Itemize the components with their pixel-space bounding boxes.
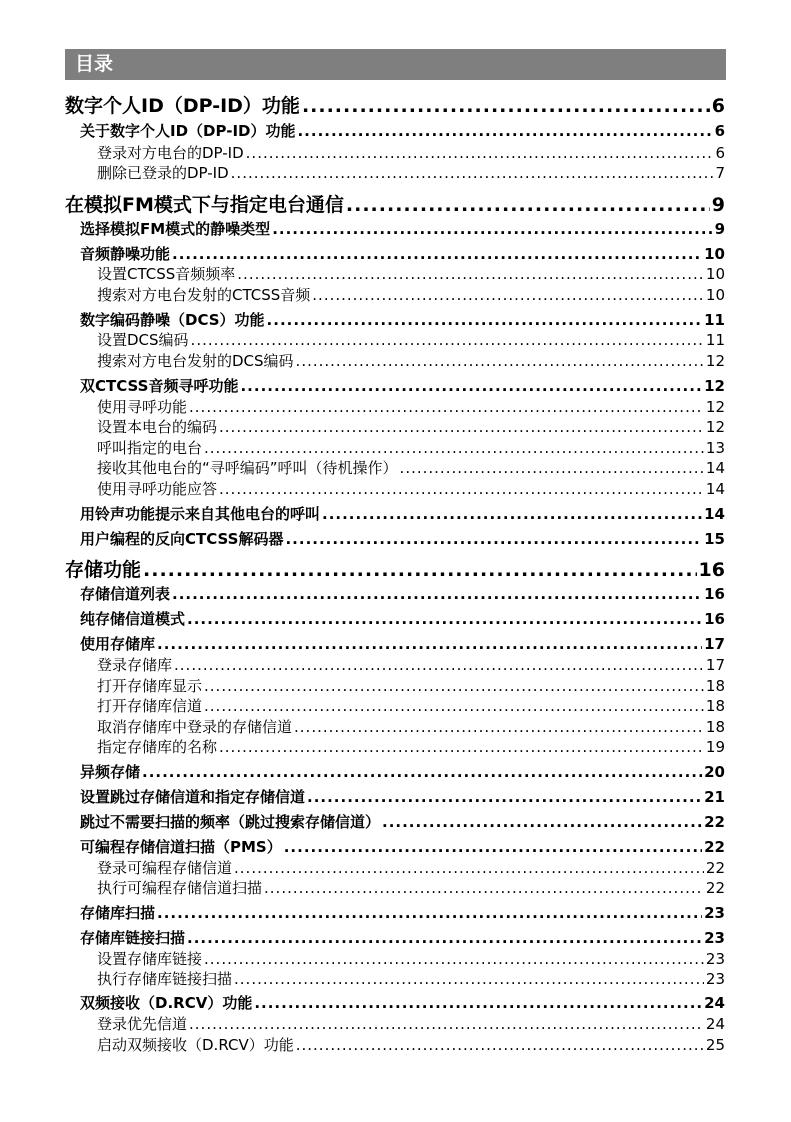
toc-entry-title: 使用存储库 bbox=[80, 635, 156, 653]
toc-entry-title: 设置DCS编码 bbox=[97, 331, 189, 349]
toc-entry-level3[interactable] bbox=[97, 458, 725, 478]
dot-leader bbox=[219, 479, 704, 499]
toc-entry-level1[interactable] bbox=[65, 94, 725, 118]
toc-entry-page: 16 bbox=[704, 585, 725, 603]
toc-entry-page: 10 bbox=[705, 265, 725, 283]
toc-entry-level2[interactable] bbox=[80, 121, 725, 141]
toc-entry-page: 24 bbox=[704, 994, 725, 1012]
toc-entry-level2[interactable] bbox=[80, 634, 725, 654]
toc-entry-page: 23 bbox=[704, 929, 725, 947]
dot-leader bbox=[296, 351, 704, 371]
toc-entry-level3[interactable] bbox=[97, 163, 725, 183]
toc-header-title: 目录 bbox=[75, 53, 114, 75]
toc-entry-page: 24 bbox=[705, 1015, 725, 1033]
dot-leader bbox=[204, 438, 704, 458]
toc-entry-level3[interactable] bbox=[97, 285, 725, 305]
dot-leader bbox=[172, 244, 702, 264]
toc-entry-title: 接收其他电台的“寻呼编码”呼叫（待机操作） bbox=[97, 459, 398, 477]
toc-entry-title: 存储信道列表 bbox=[80, 585, 171, 603]
toc-entry-page: 16 bbox=[704, 610, 725, 628]
toc-entry-page: 21 bbox=[704, 788, 725, 806]
toc-entry-title: 用户编程的反向CTCSS解码器 bbox=[80, 530, 284, 548]
dot-leader bbox=[219, 737, 704, 757]
toc-entry-level3[interactable] bbox=[97, 878, 725, 898]
toc-entry-page: 10 bbox=[705, 286, 725, 304]
dot-leader bbox=[237, 264, 704, 284]
toc-entry-page: 11 bbox=[704, 311, 725, 329]
toc-entry-page: 14 bbox=[705, 459, 725, 477]
dot-leader bbox=[312, 285, 704, 305]
toc-entry-page: 16 bbox=[698, 559, 725, 581]
toc-entry-level1[interactable] bbox=[65, 558, 725, 582]
toc-entry-title: 存储功能 bbox=[65, 559, 142, 581]
toc-entry-title: 在模拟FM模式下与指定电台通信 bbox=[65, 194, 344, 216]
dot-leader bbox=[322, 504, 702, 524]
toc-entry-level2[interactable] bbox=[80, 787, 725, 807]
toc-entry-level3[interactable] bbox=[97, 1035, 725, 1055]
dot-leader bbox=[400, 458, 704, 478]
toc-entry-title: 登录可编程存储信道 bbox=[97, 859, 233, 877]
toc-entry-title: 搜索对方电台发射的DCS编码 bbox=[97, 352, 294, 370]
dot-leader bbox=[234, 969, 704, 989]
toc-entry-page: 17 bbox=[704, 635, 725, 653]
toc-entry-page: 9 bbox=[714, 220, 725, 238]
toc-entry-title: 双频接收（D.RCV）功能 bbox=[80, 994, 253, 1012]
toc-entry-title: 设置本电台的编码 bbox=[97, 418, 218, 436]
toc-entry-page: 6 bbox=[714, 122, 725, 140]
toc-entry-title: 使用寻呼功能应答 bbox=[97, 480, 218, 498]
toc-entry-page: 19 bbox=[705, 738, 725, 756]
toc-entry-level3[interactable] bbox=[97, 676, 725, 696]
toc-entry-title: 启动双频接收（D.RCV）功能 bbox=[97, 1036, 294, 1054]
toc-entry-level2[interactable] bbox=[80, 609, 725, 629]
toc-entry-page: 12 bbox=[705, 418, 725, 436]
toc-entry-page: 6 bbox=[715, 144, 725, 162]
toc-entry-page: 11 bbox=[705, 331, 725, 349]
dot-leader bbox=[294, 717, 704, 737]
toc-entry-title: 搜索对方电台发射的CTCSS音频 bbox=[97, 286, 311, 304]
toc-entry-level3[interactable] bbox=[97, 479, 725, 499]
dot-leader bbox=[267, 310, 703, 330]
toc-entry-title: 用铃声功能提示来自其他电台的呼叫 bbox=[80, 505, 321, 523]
toc-entry-page: 14 bbox=[705, 480, 725, 498]
toc-entry-title: 执行可编程存储信道扫描 bbox=[97, 879, 263, 897]
toc-entry-level2[interactable] bbox=[80, 903, 725, 923]
toc-entry-title: 打开存储库信道 bbox=[97, 697, 203, 715]
toc-entry-level3[interactable] bbox=[97, 737, 725, 757]
toc-entry-page: 22 bbox=[705, 859, 725, 877]
toc-entry-page: 7 bbox=[715, 164, 725, 182]
toc-entry-level2[interactable] bbox=[80, 376, 725, 396]
toc-entry-title: 设置跳过存储信道和指定存储信道 bbox=[80, 788, 306, 806]
toc-entry-level2[interactable] bbox=[80, 812, 725, 832]
dot-leader bbox=[172, 584, 702, 604]
toc-entry-page: 10 bbox=[704, 245, 725, 263]
dot-leader bbox=[189, 397, 704, 417]
toc-entry-page: 18 bbox=[705, 697, 725, 715]
toc-entry-page: 22 bbox=[704, 838, 725, 856]
dot-leader bbox=[204, 676, 704, 696]
dot-leader bbox=[240, 376, 702, 396]
toc-entry-level3[interactable] bbox=[97, 949, 725, 969]
toc-entry-level3[interactable] bbox=[97, 397, 725, 417]
toc-entry-page: 20 bbox=[704, 763, 725, 781]
toc-entry-title: 选择模拟FM模式的静噪类型 bbox=[80, 220, 271, 238]
toc-entry-level2[interactable] bbox=[80, 837, 725, 857]
toc-entry-level3[interactable] bbox=[97, 351, 725, 371]
dot-leader bbox=[157, 634, 702, 654]
dot-leader bbox=[157, 903, 702, 923]
toc-entry-title: 登录存储库 bbox=[97, 656, 173, 674]
toc-entry-title: 登录对方电台的DP-ID bbox=[97, 144, 244, 162]
toc-entry-level2[interactable] bbox=[80, 993, 725, 1013]
dot-leader bbox=[382, 812, 702, 832]
dot-leader bbox=[191, 330, 704, 350]
toc-entry-page: 25 bbox=[705, 1036, 725, 1054]
toc-entry-level1[interactable] bbox=[65, 193, 725, 217]
toc-entry-level3[interactable] bbox=[97, 143, 725, 163]
toc-entry-level3[interactable] bbox=[97, 264, 725, 284]
toc-entry-title: 纯存储信道模式 bbox=[80, 610, 186, 628]
toc-entry-title: 设置CTCSS音频频率 bbox=[97, 265, 236, 283]
toc-entry-page: 17 bbox=[705, 656, 725, 674]
dot-leader bbox=[285, 529, 702, 549]
dot-leader bbox=[187, 609, 702, 629]
dot-leader bbox=[231, 163, 714, 183]
toc-entry-title: 存储库链接扫描 bbox=[80, 929, 186, 947]
dot-leader bbox=[264, 878, 704, 898]
dot-leader bbox=[142, 762, 702, 782]
toc-entry-page: 14 bbox=[704, 505, 725, 523]
dot-leader bbox=[296, 1035, 704, 1055]
toc-entry-page: 18 bbox=[705, 677, 725, 695]
toc-entry-title: 执行存储库链接扫描 bbox=[97, 970, 233, 988]
toc-entry-page: 23 bbox=[705, 950, 725, 968]
dot-leader bbox=[246, 143, 714, 163]
toc-entry-title: 双CTCSS音频寻呼功能 bbox=[80, 377, 239, 395]
toc-entry-level2[interactable] bbox=[80, 219, 725, 239]
dot-leader bbox=[234, 858, 704, 878]
dot-leader bbox=[143, 558, 697, 582]
toc-entry-title: 取消存储库中登录的存储信道 bbox=[97, 718, 293, 736]
toc-entry-title: 设置存储库链接 bbox=[97, 950, 203, 968]
toc-entry-page: 12 bbox=[704, 377, 725, 395]
dot-leader bbox=[254, 993, 702, 1013]
toc-entry-level2[interactable] bbox=[80, 529, 725, 549]
toc-entry-level2[interactable] bbox=[80, 504, 725, 524]
toc-entry-page: 23 bbox=[705, 970, 725, 988]
toc-entry-level3[interactable] bbox=[97, 969, 725, 989]
toc-entry-title: 跳过不需要扫描的频率（跳过搜索存储信道） bbox=[80, 813, 381, 831]
toc-entry-title: 数字个人ID（DP-ID）功能 bbox=[65, 95, 300, 117]
toc-entry-level2[interactable] bbox=[80, 244, 725, 264]
toc-entry-level3[interactable] bbox=[97, 417, 725, 437]
toc-entry-level2[interactable] bbox=[80, 762, 725, 782]
dot-leader bbox=[284, 837, 702, 857]
toc-entry-page: 9 bbox=[711, 194, 725, 216]
toc-entry-level2[interactable] bbox=[80, 310, 725, 330]
toc-entry-level2[interactable] bbox=[80, 928, 725, 948]
toc-entry-title: 指定存储库的名称 bbox=[97, 738, 218, 756]
toc-entry-level3[interactable] bbox=[97, 330, 725, 350]
toc-entry-level3[interactable] bbox=[97, 655, 725, 675]
toc-entry-title: 关于数字个人ID（DP-ID）功能 bbox=[80, 122, 296, 140]
toc-entry-title: 登录优先信道 bbox=[97, 1015, 188, 1033]
toc-entry-title: 删除已登录的DP-ID bbox=[97, 164, 229, 182]
toc-entry-title: 异频存储 bbox=[80, 763, 141, 781]
toc-entry-page: 13 bbox=[705, 439, 725, 457]
toc-entry-title: 可编程存储信道扫描（PMS） bbox=[80, 838, 282, 856]
toc-entry-level2[interactable] bbox=[80, 584, 725, 604]
dot-leader bbox=[174, 655, 704, 675]
dot-leader bbox=[297, 121, 712, 141]
dot-leader bbox=[307, 787, 702, 807]
dot-leader bbox=[187, 928, 702, 948]
toc-entry-level3[interactable] bbox=[97, 696, 725, 716]
toc-entry-page: 15 bbox=[704, 530, 725, 548]
toc-entry-page: 12 bbox=[705, 352, 725, 370]
toc-entry-title: 数字编码静噪（DCS）功能 bbox=[80, 311, 265, 329]
dot-leader bbox=[302, 94, 710, 118]
toc-entry-page: 6 bbox=[711, 95, 725, 117]
dot-leader bbox=[219, 417, 704, 437]
toc-entry-level3[interactable] bbox=[97, 438, 725, 458]
toc-entry-level3[interactable] bbox=[97, 717, 725, 737]
dot-leader bbox=[204, 949, 704, 969]
toc-entry-page: 12 bbox=[705, 398, 725, 416]
toc-entry-level3[interactable] bbox=[97, 1014, 725, 1034]
dot-leader bbox=[346, 193, 710, 217]
toc-entry-page: 23 bbox=[704, 904, 725, 922]
toc-entry-title: 音频静噪功能 bbox=[80, 245, 171, 263]
toc-entry-page: 22 bbox=[704, 813, 725, 831]
toc-entry-page: 22 bbox=[705, 879, 725, 897]
dot-leader bbox=[204, 696, 704, 716]
toc-entry-level3[interactable] bbox=[97, 858, 725, 878]
toc-entry-title: 使用寻呼功能 bbox=[97, 398, 188, 416]
toc-entry-title: 呼叫指定的电台 bbox=[97, 439, 203, 457]
toc-entry-page: 18 bbox=[705, 718, 725, 736]
dot-leader bbox=[189, 1014, 704, 1034]
dot-leader bbox=[272, 219, 712, 239]
toc-entry-title: 打开存储库显示 bbox=[97, 677, 203, 695]
toc-entry-title: 存储库扫描 bbox=[80, 904, 156, 922]
